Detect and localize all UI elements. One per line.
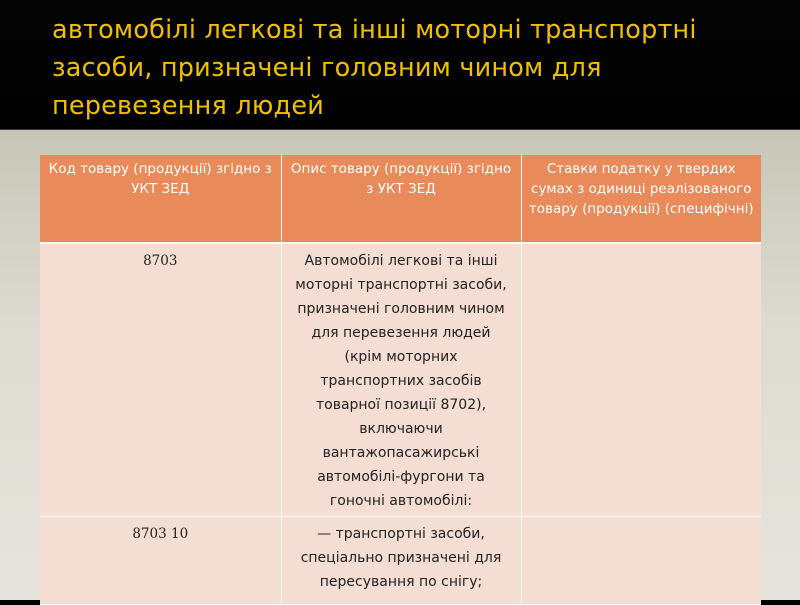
cell-description: Автомобілі легкові та інші моторні транспортні засоби, призначені головним чином для перевезення людей (крім моторних транспортних засобів товарної позиції 8702), включаючи вантажопасажирські автомобілі-фургони та гоночні автомобілі: bbox=[281, 243, 521, 517]
title-band bbox=[0, 0, 800, 130]
cell-code: 8703 bbox=[40, 243, 281, 517]
header-description: Опис товару (продукції) згідно з УКТ ЗЕД bbox=[281, 155, 521, 243]
excise-rate-table bbox=[40, 155, 761, 605]
cell-description: — транспортні засоби, спеціально призначені для пересування по снігу; bbox=[281, 517, 521, 605]
table-header-row bbox=[40, 155, 761, 243]
table-row bbox=[40, 517, 761, 605]
table-row bbox=[40, 243, 761, 517]
cell-rate bbox=[521, 517, 761, 605]
header-rate: Ставки податку у твердих сумах з одиниці реалізованого товару (продукції) (специфічні) bbox=[521, 155, 761, 243]
cell-code: 8703 10 bbox=[40, 517, 281, 605]
cell-rate bbox=[521, 243, 761, 517]
slide-title: автомобілі легкові та інші моторні транспортні засоби, призначені головним чином для перевезення людей bbox=[52, 15, 697, 121]
header-code: Код товару (продукції) згідно з УКТ ЗЕД bbox=[40, 155, 281, 243]
